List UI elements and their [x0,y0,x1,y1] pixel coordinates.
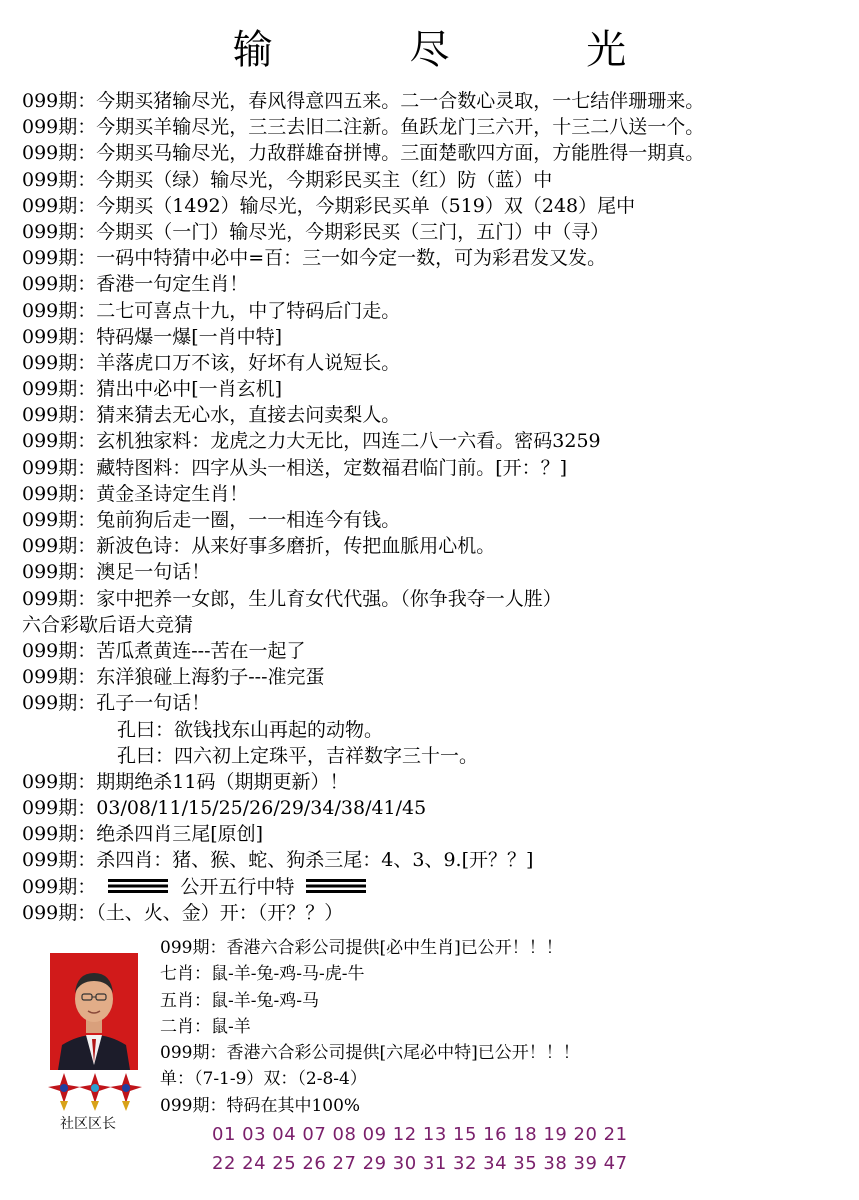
medal-icon [79,1073,111,1111]
number-row: 22 24 25 26 27 29 30 31 32 34 35 38 39 47 [212,1153,628,1174]
trigram-icon [306,879,366,893]
text-line: 099期：猜出中必中[一肖玄机] [22,378,283,401]
text-line: 099期：杀四肖：猪、猴、蛇、狗杀三尾：4、3、9.[开？？] [22,849,534,872]
text-line: 099期：兔前狗后走一圈，一一相连今有钱。 [22,509,401,531]
trigram-icon [108,879,168,893]
page-title: 输 尽 光 [232,27,689,73]
text-line: 099期：黄金圣诗定生肖！ [22,482,249,505]
text-line: 099期：今期买（一门）输尽光，今期彩民买（三门，五门）中（寻） [22,220,610,243]
text-line: 099期：今期买（1492）输尽光，今期彩民买单（519）双（248）尾中 [22,194,636,217]
text-line: 099期：玄机独家料：龙虎之力大无比，四连二八一六看。密码3259 [22,430,601,453]
medal-icon [48,1073,80,1111]
text-line: 099期：今期买（绿）输尽光，今期彩民买主（红）防（蓝）中 [22,168,553,191]
text-line: 099期：羊落虎口万不该，好坏有人说短长。 [22,351,401,374]
medal-icon [110,1073,142,1111]
text-line: 099期：藏特图料：四字从头一相送，定数福君临门前。[开：？] [22,456,568,479]
text-line: 099期：香港六合彩公司提供[六尾必中特]已公开！！！ [160,1043,580,1064]
text-line: 099期：绝杀四肖三尾[原创] [22,823,264,846]
portrait-caption: 社区区长 [60,1116,116,1132]
text-line: 七肖：鼠-羊-兔-鸡-马-虎-牛 [160,964,365,985]
text-line: 099期：今期买羊输尽光，三三去旧二注新。鱼跃龙门三六开，十三二八送一个。 [22,116,705,139]
section-heading: 六合彩歇后语大竞猜 [22,613,194,636]
text-line: 099期：东洋狼碰上海豹子---准完蛋 [22,666,325,689]
text-line: 099期：香港一句定生肖！ [22,273,249,296]
text-line: 099期：（土、火、金）开：（开？？） [22,901,344,924]
text-line: 099期：特码在其中100% [160,1095,361,1116]
text-line: 099期：新波色诗：从来好事多磨折，传把血脈用心机。 [22,535,496,558]
number-row: 01 03 04 07 08 09 12 13 15 16 18 19 20 21 [212,1124,628,1145]
text-line: 099期：孔子一句话！ [22,692,211,715]
text-line: 二肖：鼠-羊 [160,1016,251,1037]
kong-line: 孔曰：欲钱找东山再起的动物。 [117,718,384,741]
five-elements-prefix: 099期： [22,875,97,898]
prediction-lines [22,88,852,926]
text-line: 099期：今期买马输尽光，力敌群雄奋拼博。三面楚歌四方面，方能胜得一期真。 [22,142,705,165]
text-line: 099期：期期绝杀11码（期期更新）！ [22,770,349,793]
text-line: 099期：特码爆一爆[一肖中特] [22,325,283,348]
portrait-image [50,953,138,1070]
text-line: 099期：一码中特猜中必中=百：三一如今定一数，可为彩君发又发。 [22,247,607,270]
five-elements-line [22,874,852,900]
text-line: 五肖：鼠-羊-兔-鸡-马 [160,990,319,1011]
text-line: 099期：二七可喜点十九，中了特码后门走。 [22,299,401,322]
text-line: 099期：今期买猪输尽光，春风得意四五来。二一合数心灵取，一七结伴珊珊来。 [22,90,705,112]
five-elements-text: 公开五行中特 [180,875,295,898]
text-line: 099期：猜来猜去无心水，直接去问卖梨人。 [22,404,401,427]
medal-icons [48,1071,142,1111]
text-line: 单：（7-1-9）双：（2-8-4） [160,1069,367,1090]
bottom-block [160,935,850,1119]
text-line: 099期：澳足一句话！ [22,561,211,584]
text-line: 099期：家中把养一女郎，生儿育女代代强。（你争我夺一人胜） [22,587,562,610]
text-line: 099期：香港六合彩公司提供[必中生肖]已公开！！！ [160,938,563,958]
kong-line: 孔曰：四六初上定珠平，吉祥数字三十一。 [117,744,479,767]
text-line: 099期：03/08/11/15/25/26/29/34/38/41/45 [22,797,427,820]
text-line: 099期：苦瓜煮黄连---苦在一起了 [22,639,306,662]
